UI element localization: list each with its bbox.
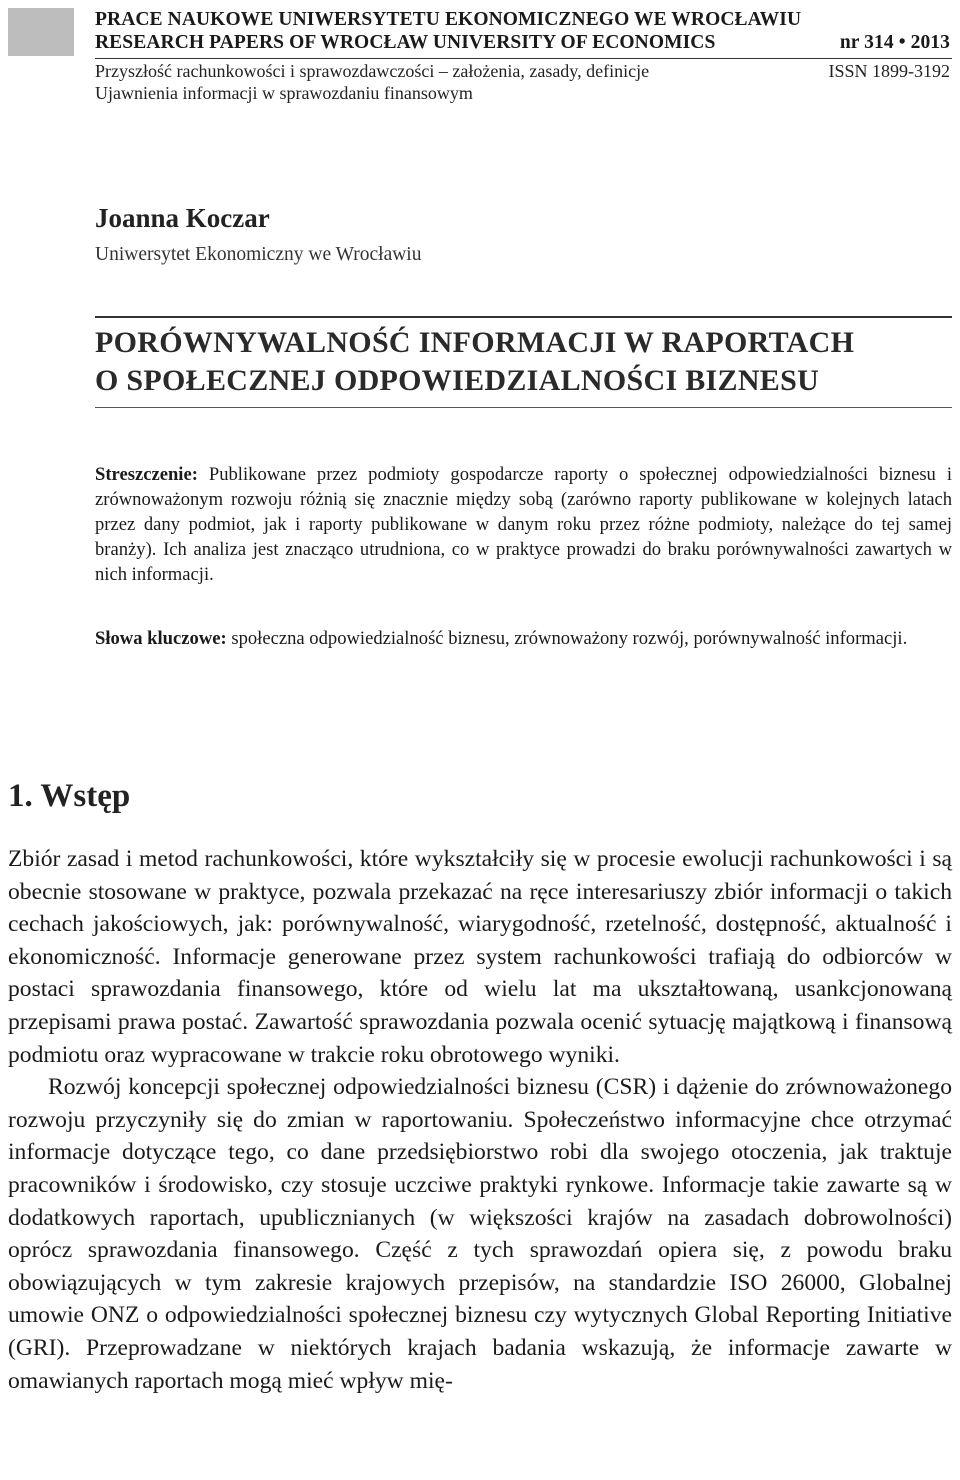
title-rule-bottom xyxy=(95,407,952,408)
journal-name-pl: PRACE NAUKOWE UNIWERSYTETU EKONOMICZNEGO WE WROCŁAWIU xyxy=(95,9,802,30)
paper-title-line-1: PORÓWNYWALNOŚĆ INFORMACJI W RAPORTACH xyxy=(95,326,855,359)
body-text xyxy=(8,843,952,1397)
issn: ISSN 1899-3192 xyxy=(828,61,950,81)
header-logo-block xyxy=(8,8,74,56)
author-affiliation: Uniwersytet Ekonomiczny we Wrocławiu xyxy=(95,244,422,265)
header-divider xyxy=(95,58,952,59)
journal-name-en: RESEARCH PAPERS OF WROCŁAW UNIVERSITY OF ECONOMICS xyxy=(95,32,716,53)
series-title: Przyszłość rachunkowości i sprawozdawczości – założenia, zasady, definicje xyxy=(95,61,650,81)
author-name: Joanna Koczar xyxy=(95,203,270,233)
paper-title-line-2: O SPOŁECZNEJ ODPOWIEDZIALNOŚCI BIZNESU xyxy=(95,364,820,397)
abstract-text: Publikowane przez podmioty gospodarcze raporty o społecznej odpowiedzialności biznesu i zrównoważonym rozwoju różnią się znacznie między sobą (zarówno raporty publikowane w kolejnych latach przez dany podmiot, jak i raporty publikowane w danym roku przez różne podmioty, należące do tej samej branży). Ich analiza jest znacząco utrudniona, co w praktyce prowadzi do braku porównywalności zawartych w nich informacji. xyxy=(95,464,952,585)
issue-number: nr 314 • 2013 xyxy=(839,32,950,53)
keywords-text: społeczna odpowiedzialność biznesu, zrównoważony rozwój, porównywalność informacji. xyxy=(226,628,908,649)
keywords xyxy=(95,626,952,651)
series-subtitle: Ujawnienia informacji w sprawozdaniu finansowym xyxy=(95,83,473,103)
section-heading: 1. Wstęp xyxy=(8,778,131,814)
paper-title xyxy=(95,324,952,400)
keywords-label: Słowa kluczowe: xyxy=(95,628,227,649)
paragraph: Zbiór zasad i metod rachunkowości, które wykształciły się w procesie ewolucji rachunkowości i są obecnie stosowane w praktyce, pozwala przekazać na ręce interesariuszy zbiór informacji o takich cechach jakościowych, jak: porównywalność, wiarygodność, rzetelność, dostępność, aktualność i ekonomiczność. Informacje generowane przez system rachunkowości trafiają do odbiorców w postaci sprawozdania finansowego, które od wielu lat ma ukształtowaną, usankcjonowaną przepisami prawa postać. Zawartość sprawozdania pozwala ocenić sytuację majątkową i finansową podmiotu oraz wypracowane w trakcie roku obrotowego wyniki. xyxy=(8,846,952,1068)
abstract xyxy=(95,462,952,587)
journal-header xyxy=(95,8,950,104)
paragraph: Rozwój koncepcji społecznej odpowiedzialności biznesu (CSR) i dążenie do zrównoważonego rozwoju przyczyniły się do zmian w raportowaniu. Społeczeństwo informacyjne chce otrzymać informacje dotyczące tego, co dane przedsiębiorstwo robi dla swojego otoczenia, jak traktuje pracowników i środowisko, czy stosuje uczciwe praktyki rynkowe. Informacje takie zawarte są w dodatkowych raportach, upublicznianych (w większości krajów na zasadach dobrowolności) oprócz sprawozdania finansowego. Część z tych sprawozdań opiera się, z powodu braku obowiązujących w tym zakresie krajowych przepisów, na standardzie ISO 26000, Globalnej umowie ONZ o odpowiedzialności społecznej biznesu czy wytycznych Global Reporting Initiative (GRI). Przeprowadzane w niektórych krajach badania wskazują, że informacje zawarte w omawianych raportach mogą mieć wpływ mię- xyxy=(8,1074,952,1394)
title-rule-top xyxy=(95,316,952,318)
abstract-label: Streszczenie: xyxy=(95,464,198,485)
